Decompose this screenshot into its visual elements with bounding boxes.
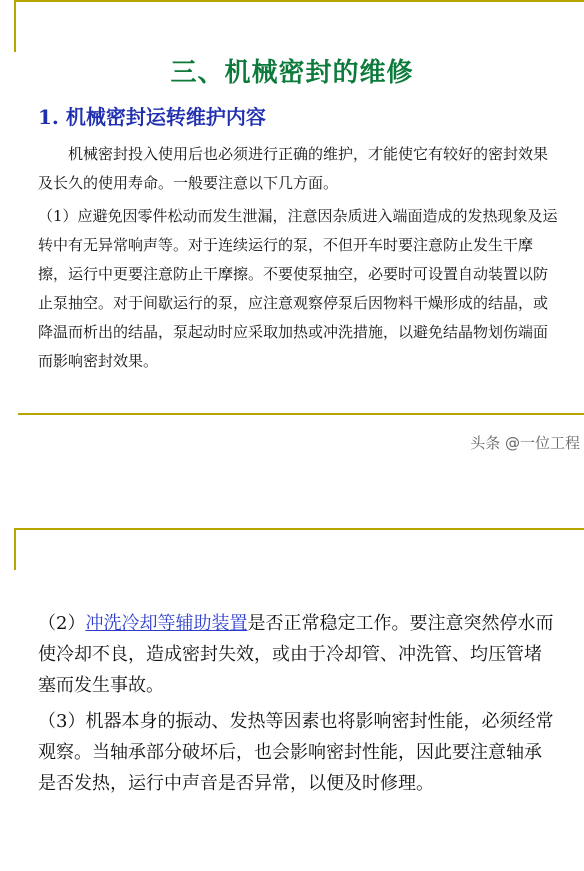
- item-2-highlight: 冲洗冷却等辅助装置: [85, 613, 248, 634]
- intro-paragraph: 机械密封投入使用后也必须进行正确的维护，才能使它有较好的密封效果及长久的使用寿命。一般要注意以下几方面。: [38, 145, 549, 192]
- page-title: 三、机械密封的维修: [170, 58, 414, 88]
- top-border-line-2: [14, 528, 584, 530]
- item-2-rest: 是否正常稳定工作。要注意突然停水而使冷却不良，造成密封失效，或由于冷却管、冲洗管、均压管堵塞而发生事故。: [38, 613, 554, 696]
- item-3-paragraph: （3）机器本身的振动、发热等因素也将影响密封性能，必须经常观察。当轴承部分破坏后，也会影响密封性能，因此要注意轴承是否发热，运行中声音是否异常，以便及时修理。: [38, 711, 554, 794]
- item-2-paragraph: [38, 608, 558, 701]
- item-2-prefix: （2）: [38, 613, 86, 634]
- item-1-paragraph: （1）应避免因零件松动而发生泄漏，注意因杂质进入端面造成的发热现象及运转中有无异常响声等。对于连续运行的泵，不但开车时要注意防止发生干摩擦，运行中更要注意防止干摩擦。不要使泵抽空，必要时可设置自动装置以防止泵抽空。对于间歇运行的泵，应注意观察停泵后因物料干燥形成的结晶，或降温而析出的结晶，泵起动时应采取加热或冲洗措施，以避免结晶物划伤端面而影响密封效果。: [38, 207, 558, 370]
- watermark: 头条 @一位工程: [470, 434, 580, 452]
- section-subtitle: 1. 机械密封运转维护内容: [38, 105, 266, 129]
- left-border-line: [14, 0, 16, 52]
- slide-2: [0, 500, 584, 871]
- top-border-line: [14, 0, 584, 2]
- left-border-line-2: [14, 528, 16, 570]
- slide-1: [0, 0, 584, 415]
- bottom-border-line: [18, 413, 584, 415]
